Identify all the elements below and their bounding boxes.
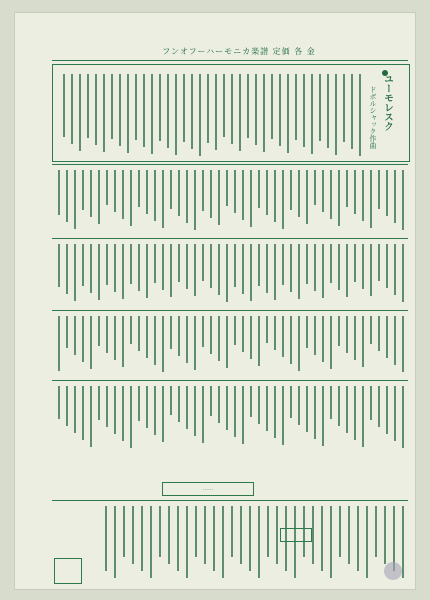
print-column	[354, 244, 356, 282]
print-column	[141, 506, 143, 571]
print-column	[249, 506, 251, 571]
print-column	[154, 316, 156, 365]
print-column	[234, 386, 236, 437]
print-column	[354, 316, 356, 360]
print-column	[240, 506, 242, 564]
print-column	[298, 170, 300, 217]
print-column	[346, 244, 348, 297]
print-column	[306, 170, 308, 224]
print-column	[159, 74, 161, 141]
print-column	[226, 170, 228, 206]
print-column	[199, 74, 201, 156]
print-column	[87, 74, 89, 138]
print-column	[314, 244, 316, 291]
print-column	[132, 506, 134, 564]
print-column	[215, 74, 217, 150]
print-column	[98, 316, 100, 346]
print-column	[138, 386, 140, 421]
print-column	[258, 316, 260, 366]
print-column	[362, 244, 364, 289]
print-column	[258, 386, 260, 424]
print-column	[202, 386, 204, 443]
print-column	[346, 316, 348, 353]
print-column	[354, 170, 356, 214]
print-column	[138, 316, 140, 351]
print-column	[378, 386, 380, 427]
print-column	[314, 170, 316, 205]
print-column	[191, 74, 193, 149]
print-column	[106, 386, 108, 427]
print-column	[402, 170, 404, 230]
print-column	[170, 316, 172, 349]
print-column	[306, 316, 308, 348]
print-column	[354, 386, 356, 440]
print-column	[311, 74, 313, 154]
print-column	[186, 244, 188, 289]
print-column	[274, 170, 276, 222]
print-column	[279, 74, 281, 146]
print-column	[223, 74, 225, 137]
print-column	[290, 316, 292, 364]
print-column	[282, 170, 284, 229]
print-column	[330, 244, 332, 283]
print-column	[146, 316, 148, 358]
print-column	[370, 386, 372, 420]
print-column	[247, 74, 249, 138]
print-column	[130, 170, 132, 226]
print-column	[82, 316, 84, 362]
print-column	[274, 316, 276, 350]
print-column	[114, 386, 116, 434]
print-column	[210, 170, 212, 218]
print-column	[402, 244, 404, 302]
print-column	[282, 244, 284, 285]
print-column	[79, 74, 81, 151]
print-column	[218, 244, 220, 295]
print-column	[226, 316, 228, 368]
print-column	[362, 316, 364, 367]
print-column	[282, 316, 284, 357]
print-column	[58, 386, 60, 419]
print-column	[170, 170, 172, 209]
print-column	[218, 386, 220, 423]
print-column	[255, 74, 257, 145]
print-column	[74, 316, 76, 355]
small-heading-box	[280, 528, 312, 542]
print-column	[82, 170, 84, 210]
print-column	[122, 386, 124, 441]
print-column	[226, 386, 228, 430]
print-column	[274, 244, 276, 300]
print-column	[322, 170, 324, 212]
divider-4	[52, 380, 408, 381]
print-column	[111, 74, 113, 139]
print-column	[384, 506, 386, 564]
print-column	[98, 386, 100, 420]
print-column	[98, 170, 100, 224]
print-column	[258, 170, 260, 208]
print-column	[162, 244, 164, 290]
print-column	[222, 506, 224, 578]
print-column	[362, 386, 364, 447]
print-column	[322, 316, 324, 362]
print-column	[82, 244, 84, 286]
print-column	[138, 170, 140, 207]
print-column	[394, 244, 396, 295]
print-column	[402, 316, 404, 372]
print-column	[177, 506, 179, 571]
print-column	[167, 74, 169, 148]
print-column	[150, 506, 152, 578]
article-title: ユーモレスク	[382, 74, 393, 131]
print-column	[394, 386, 396, 441]
print-column	[122, 170, 124, 219]
print-column	[231, 506, 233, 557]
print-column	[207, 74, 209, 143]
print-column	[186, 506, 188, 578]
print-column	[267, 506, 269, 557]
print-column	[370, 170, 372, 228]
print-column	[218, 170, 220, 225]
print-column	[63, 74, 65, 137]
print-column	[276, 506, 278, 564]
print-column	[378, 316, 380, 351]
print-column	[178, 170, 180, 216]
print-column	[202, 316, 204, 347]
print-column	[266, 316, 268, 343]
print-column	[71, 74, 73, 144]
print-column	[130, 316, 132, 344]
print-column	[202, 244, 204, 281]
print-column	[386, 386, 388, 434]
print-column	[90, 316, 92, 369]
listing-block-4	[52, 384, 408, 474]
print-column	[375, 506, 377, 557]
print-column	[151, 74, 153, 154]
print-column	[58, 170, 60, 215]
print-column	[90, 244, 92, 293]
print-column	[194, 316, 196, 370]
print-column	[58, 316, 60, 371]
print-column	[130, 386, 132, 448]
print-column	[386, 170, 388, 216]
print-column	[250, 170, 252, 227]
print-column	[294, 506, 296, 578]
print-column	[103, 74, 105, 152]
divider-3	[52, 310, 408, 311]
print-column	[210, 386, 212, 416]
print-column	[178, 244, 180, 282]
print-column	[359, 74, 361, 156]
print-column	[314, 316, 316, 355]
top-rule	[52, 60, 408, 61]
print-column	[343, 74, 345, 142]
divider-2	[52, 238, 408, 239]
print-column	[242, 316, 244, 352]
print-column	[210, 244, 212, 288]
print-column	[194, 386, 196, 436]
print-column	[95, 74, 97, 145]
print-column	[338, 244, 340, 290]
article-subtitle: ドボルシャック作曲	[369, 86, 377, 149]
print-column	[127, 74, 129, 153]
print-column	[138, 244, 140, 291]
print-column	[170, 244, 172, 297]
boxed-notice: ……	[162, 482, 254, 496]
print-column	[322, 386, 324, 446]
print-column	[162, 316, 164, 372]
print-column	[290, 170, 292, 210]
print-column	[82, 386, 84, 440]
print-column	[338, 170, 340, 226]
print-column	[159, 506, 161, 557]
print-column	[370, 316, 372, 344]
print-column	[135, 74, 137, 140]
listing-block-1	[52, 168, 408, 234]
print-column	[210, 316, 212, 354]
print-column	[290, 386, 292, 418]
print-column	[266, 244, 268, 293]
print-column	[370, 244, 372, 296]
print-column	[213, 506, 215, 571]
print-column	[366, 506, 368, 578]
print-column	[362, 170, 364, 221]
print-column	[303, 74, 305, 147]
print-column	[119, 74, 121, 146]
print-column	[58, 244, 60, 287]
print-column	[330, 170, 332, 219]
print-column	[250, 316, 252, 359]
print-column	[386, 316, 388, 358]
print-column	[66, 386, 68, 426]
print-column	[168, 506, 170, 564]
print-column	[106, 244, 108, 285]
print-column	[154, 244, 156, 283]
print-column	[298, 316, 300, 371]
print-column	[183, 74, 185, 142]
print-column	[178, 316, 180, 356]
print-column	[346, 170, 348, 207]
print-column	[242, 244, 244, 294]
print-column	[351, 74, 353, 149]
print-column	[122, 316, 124, 367]
print-column	[194, 170, 196, 230]
print-column	[250, 244, 252, 301]
print-column	[186, 170, 188, 223]
print-column	[146, 170, 148, 214]
print-column	[239, 74, 241, 151]
print-column	[162, 386, 164, 442]
print-column	[250, 386, 252, 417]
print-column	[322, 244, 324, 298]
print-column	[402, 506, 404, 578]
print-column	[74, 244, 76, 301]
print-column	[90, 170, 92, 217]
print-column	[234, 244, 236, 287]
print-column	[123, 506, 125, 557]
print-column	[338, 316, 340, 346]
print-column	[378, 244, 380, 281]
print-column	[114, 170, 116, 212]
print-column	[263, 74, 265, 152]
print-column	[122, 244, 124, 299]
print-column	[175, 74, 177, 155]
print-column	[298, 244, 300, 299]
price-box	[54, 558, 82, 584]
print-column	[266, 386, 268, 431]
print-column	[146, 386, 148, 428]
divider-5	[52, 500, 408, 501]
print-column	[106, 316, 108, 353]
print-column	[295, 74, 297, 140]
print-column	[74, 386, 76, 433]
print-column	[330, 386, 332, 419]
print-column	[394, 170, 396, 223]
print-column	[330, 506, 332, 578]
print-column	[271, 74, 273, 139]
print-column	[186, 316, 188, 363]
print-column	[282, 386, 284, 445]
listing-block-5	[52, 504, 408, 584]
print-column	[314, 386, 316, 439]
print-column	[106, 170, 108, 205]
print-column	[298, 386, 300, 425]
print-column	[319, 74, 321, 141]
print-column	[321, 506, 323, 571]
print-column	[74, 170, 76, 229]
print-column	[105, 506, 107, 571]
print-column	[357, 506, 359, 571]
print-column	[90, 386, 92, 447]
print-column	[130, 244, 132, 284]
print-column	[339, 506, 341, 557]
print-column	[234, 170, 236, 213]
print-column	[274, 386, 276, 438]
print-column	[114, 506, 116, 578]
print-column	[327, 74, 329, 148]
print-column	[98, 244, 100, 300]
print-column	[312, 506, 314, 564]
listing-block-2	[52, 242, 408, 306]
leaflet-page	[14, 12, 416, 590]
print-column	[346, 386, 348, 433]
print-column	[234, 316, 236, 345]
print-column	[394, 316, 396, 365]
print-column	[195, 506, 197, 557]
print-column	[242, 170, 244, 220]
print-column	[146, 244, 148, 298]
print-column	[290, 244, 292, 292]
print-column	[66, 170, 68, 222]
print-column	[154, 386, 156, 435]
print-column	[154, 170, 156, 221]
divider-1	[52, 164, 408, 165]
print-column	[287, 74, 289, 153]
print-column	[66, 316, 68, 348]
print-column	[114, 244, 116, 292]
print-column	[266, 170, 268, 215]
print-column	[194, 244, 196, 296]
library-stamp-icon	[384, 562, 402, 580]
print-column	[242, 386, 244, 444]
print-column	[231, 74, 233, 144]
print-column	[306, 386, 308, 432]
print-column	[204, 506, 206, 564]
print-column	[178, 386, 180, 422]
print-column	[114, 316, 116, 360]
print-column	[338, 386, 340, 426]
print-column	[170, 386, 172, 415]
print-column	[202, 170, 204, 211]
masthead: フンオフーハーモニカ楽譜 定価 各 金	[162, 47, 316, 56]
print-column	[226, 244, 228, 302]
print-column	[330, 316, 332, 369]
print-column	[378, 170, 380, 209]
print-column	[306, 244, 308, 284]
print-column	[402, 386, 404, 448]
listing-block-3	[52, 314, 408, 376]
print-column	[66, 244, 68, 294]
print-column	[218, 316, 220, 361]
print-column	[143, 74, 145, 147]
print-column	[348, 506, 350, 564]
print-column	[162, 170, 164, 228]
print-column	[335, 74, 337, 155]
print-column	[186, 386, 188, 429]
print-column	[386, 244, 388, 288]
print-column	[258, 506, 260, 578]
print-column	[258, 244, 260, 286]
